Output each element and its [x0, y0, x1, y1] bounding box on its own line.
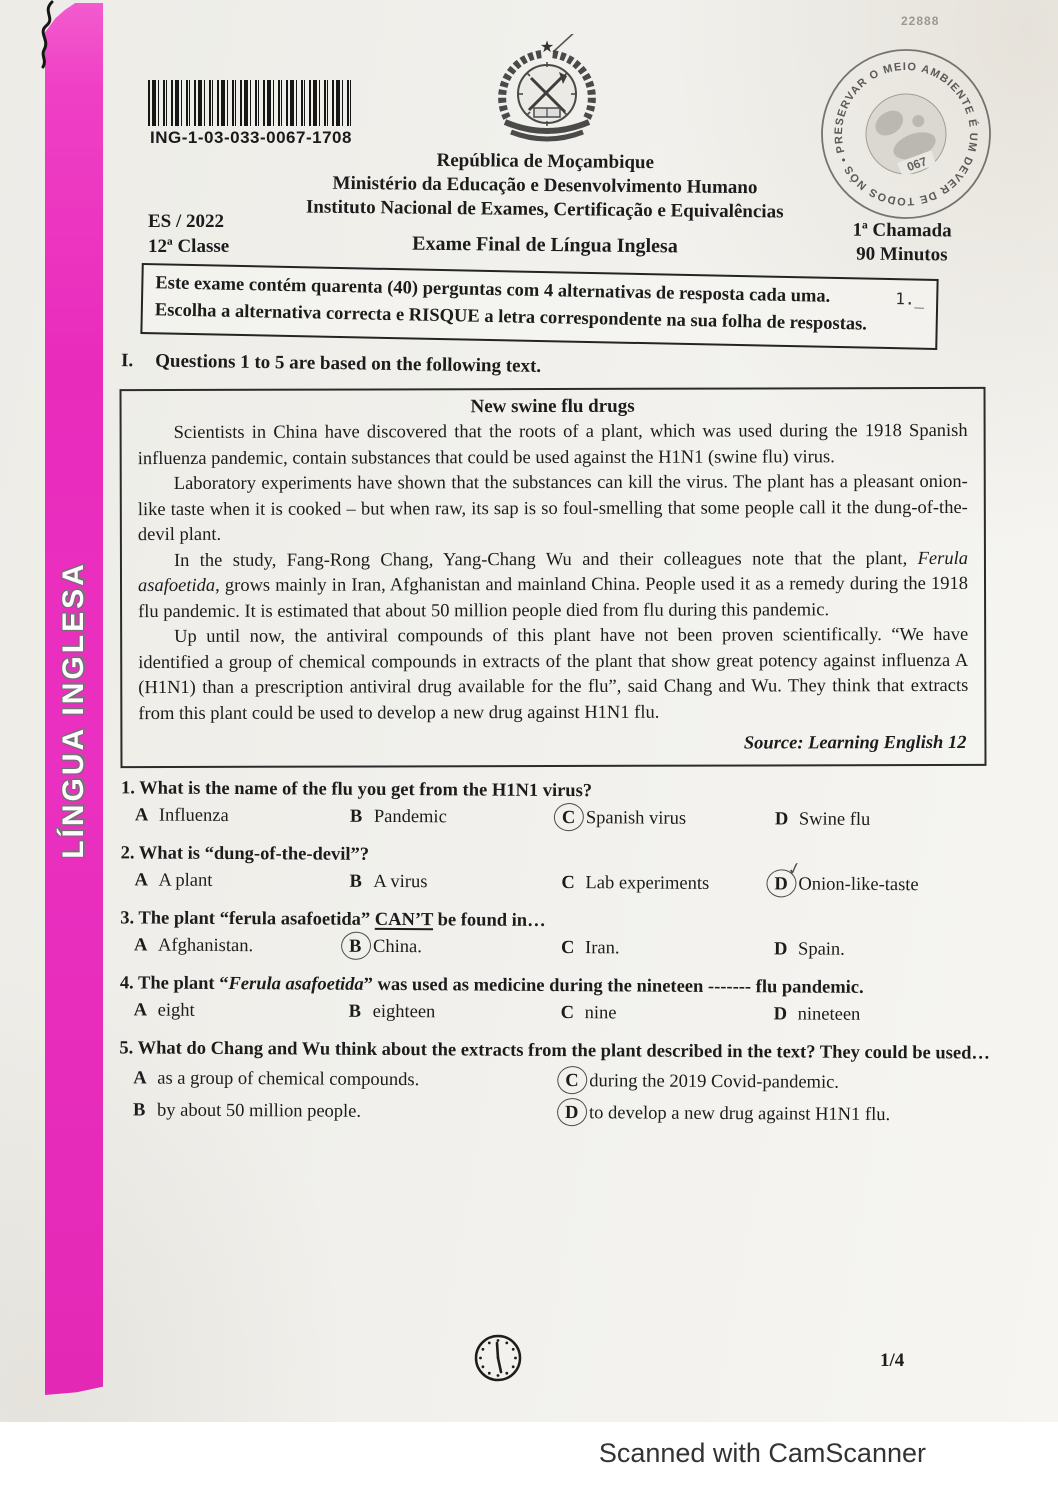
option-letter-circled: D	[565, 1101, 580, 1126]
option-D	[565, 1101, 991, 1129]
svg-text:★: ★	[539, 39, 555, 56]
question-1	[121, 776, 993, 833]
passage-paragraph: Laboratory experiments have shown that the substances can kill the virus. The plant has a pleasant onion-like taste when it is cooked – but when raw, its sap is so foul-smelling that some people call it the dung-of-the-devil plant.	[137, 471, 968, 546]
barcode-bars-icon	[148, 80, 354, 126]
passage-body	[138, 419, 969, 727]
option-text: Spanish virus	[585, 808, 687, 829]
option-C	[561, 871, 774, 897]
option-B	[350, 805, 562, 831]
passage-paragraph: In the study, Fang-Rong Chang, Yang-Chang Wu and their colleagues note that the plant, Ferula asafoetida, grows mainly in Iran, Afghanistan and mainland China. People used it as a remedy during the 1918 flu pandemic. It is estimated that about 50 million people died from flu during this pandemic.	[137, 548, 969, 622]
question-prompt: 4. The plant “Ferula asafoetida” was used as medicine during the nineteen ------- flu pandemic.	[119, 973, 864, 998]
options	[120, 998, 992, 1028]
option-letter-circled: B	[349, 935, 364, 960]
passage-box	[120, 387, 987, 768]
option-text: eight	[157, 1000, 195, 1021]
options	[120, 933, 992, 963]
option-D	[774, 1002, 992, 1028]
scanner-credit: Scanned with CamScanner	[598, 1438, 926, 1468]
options	[121, 803, 993, 833]
mozambique-emblem-icon	[493, 34, 601, 156]
option-A	[134, 933, 349, 959]
option-text: eighteen	[372, 1001, 436, 1023]
option-letter: B	[133, 1100, 146, 1121]
option-letter: A	[133, 1000, 148, 1021]
option-D	[774, 858, 992, 898]
barcode	[148, 80, 354, 148]
option-text: by about 50 million people.	[157, 1100, 362, 1122]
instructions-line1: Este exame contém quarenta (40) perguntas com 4 alternativas de resposta cada uma.	[155, 273, 831, 307]
exam-call: 1ª Chamada	[852, 219, 952, 242]
options	[119, 1066, 991, 1128]
option-A	[134, 998, 349, 1024]
option-text: to develop a new drug against H1N1 flu.	[588, 1103, 891, 1126]
option-C	[562, 806, 775, 832]
option-text: A virus	[373, 871, 428, 893]
option-text: Lab experiments	[585, 873, 710, 894]
page-number: 1/4	[880, 1350, 905, 1371]
passage-source: Source: Learning English 12	[743, 732, 967, 754]
option-letter: D	[773, 1004, 788, 1025]
question-3	[120, 906, 992, 963]
subject-label-wrap	[44, 545, 104, 875]
section-numeral: I.	[120, 350, 134, 372]
section-title: Questions 1 to 5 are based on the following text.	[155, 350, 542, 377]
question-2	[120, 841, 992, 898]
exam-code: ES / 2022	[148, 211, 225, 232]
options	[120, 858, 992, 898]
option-letter: B	[349, 871, 362, 892]
option-text: Influenza	[158, 805, 229, 826]
option-text: A plant	[158, 870, 213, 891]
option-A	[134, 868, 349, 894]
option-C	[561, 1001, 774, 1027]
option-letter: B	[348, 1001, 362, 1022]
republic-line: República de Moçambique	[436, 149, 655, 174]
option-text: Pandemic	[373, 806, 447, 828]
option-C	[561, 936, 774, 962]
option-letter: A	[134, 805, 149, 826]
option-text: Iran.	[585, 938, 620, 959]
option-letter-circled: C	[562, 806, 577, 831]
questions	[119, 776, 993, 1141]
instructions-box	[140, 263, 938, 350]
question-prompt: 3. The plant “ferula asafoetida” CAN’T be found in…	[120, 908, 546, 931]
stamp-ring-text: PRESERVAR O MEIO AMBIENTE É UM DEVER DE TODOS NÓS •	[832, 60, 980, 208]
option-text: Onion-like-taste	[798, 874, 919, 896]
passage-paragraph: Up until now, the antiviral compounds of this plant have not been proven scientifically. “We have identified a group of chemical compounds in extracts of the plant that show great potency against influenza A (H1N1) than a prescription antiviral drug available for the flu”, said Chang and Wu. They think that extracts from this plant could be used to develop a new drug against H1N1 flu.	[138, 624, 969, 724]
option-D	[775, 807, 993, 833]
option-A	[135, 803, 350, 829]
option-B	[349, 1000, 561, 1026]
institute-line: Instituto Nacional de Exames, Certificação e Equivalências	[305, 196, 784, 223]
option-letter-circled: D	[774, 872, 789, 897]
option-letter: B	[349, 806, 363, 827]
passage-paragraph: Scientists in China have discovered that the roots of a plant, which was used during the 1918 Spanish influenza pandemic, contain substances that could be used against the H1N1 (swine flu) virus.	[137, 420, 968, 469]
question-4	[120, 971, 992, 1028]
option-text: nine	[584, 1003, 617, 1024]
subject-label: LÍNGUA INGLESA	[57, 561, 90, 859]
stamp-number: 067	[905, 154, 929, 175]
option-B	[349, 935, 561, 961]
option-letter: A	[134, 870, 148, 891]
option-A	[133, 1066, 565, 1094]
exam-class: 12ª Classe	[148, 236, 230, 257]
option-letter-circled: C	[565, 1069, 580, 1094]
option-C	[565, 1069, 991, 1097]
option-text: Swine flu	[798, 809, 871, 830]
exam-title: Exame Final de Língua Inglesa	[412, 232, 678, 258]
option-letter: C	[561, 938, 575, 959]
instructions-line2: Escolha a alternativa correcta e RISQUE a letra correspondente na sua folha de respostas.	[154, 300, 868, 335]
option-B	[349, 870, 561, 896]
pencil-check-icon: ✓	[785, 858, 804, 881]
torn-edge-mark	[36, 0, 62, 70]
option-text: Afghanistan.	[158, 935, 254, 957]
barcode-text: ING-1-03-033-0067-1708	[150, 128, 352, 147]
exam-meta-right	[840, 218, 964, 267]
passage-title: New swine flu drugs	[470, 395, 635, 418]
option-letter: D	[774, 939, 788, 960]
section-heading	[121, 350, 541, 378]
option-text: nineteen	[797, 1004, 861, 1025]
option-text: during the 2019 Covid-pandemic.	[589, 1071, 840, 1093]
option-B	[133, 1098, 565, 1126]
ministry-line: Ministério da Educação e Desenvolvimento Humano	[332, 172, 758, 199]
question-prompt: 2. What is “dung-of-the-devil”?	[120, 843, 370, 865]
option-letter: D	[774, 809, 789, 830]
question-prompt: 5. What do Chang and Wu think about the extracts from the plant described in the text? They could be used…	[119, 1038, 990, 1064]
option-text: Spain.	[798, 939, 845, 960]
exam-duration: 90 Minutos	[856, 243, 948, 266]
question-prompt: 1. What is the name of the flu you get from the H1N1 virus?	[120, 778, 593, 802]
question-5	[119, 1036, 992, 1128]
option-letter: A	[133, 1068, 147, 1089]
option-letter: A	[134, 935, 148, 956]
option-text: as a group of chemical compounds.	[157, 1068, 420, 1091]
option-text: China.	[373, 936, 422, 958]
option-letter: C	[560, 1003, 575, 1024]
serial-number: 22888	[901, 14, 940, 28]
option-D	[774, 937, 992, 963]
clock-icon	[472, 1332, 524, 1384]
handwritten-annotation: 1._	[895, 289, 925, 309]
option-letter: C	[561, 873, 575, 894]
